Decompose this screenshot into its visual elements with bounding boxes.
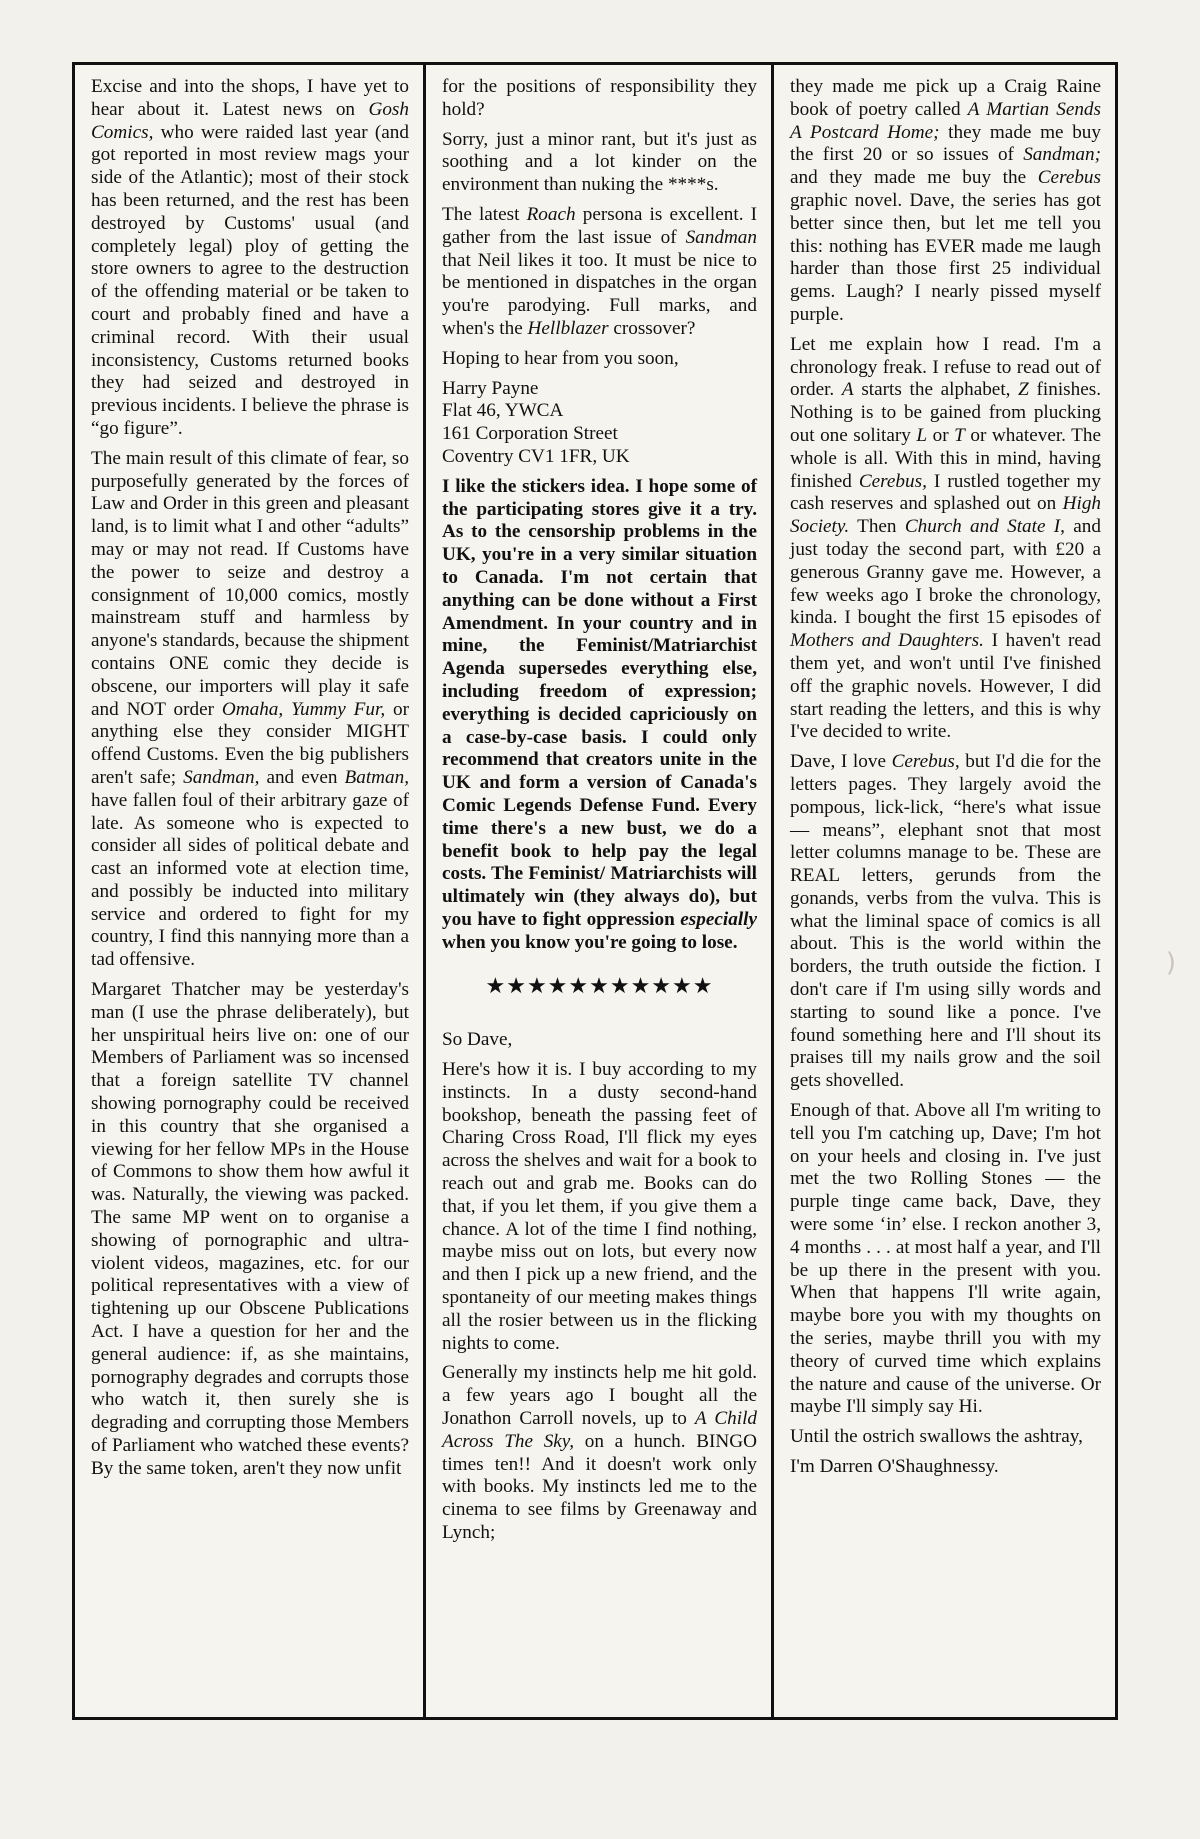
paragraph: Until the ostrich swallows the ashtray, bbox=[790, 1426, 1083, 1448]
italic-text: Cerebus, bbox=[891, 751, 960, 773]
italic-text: Sandman, bbox=[183, 766, 260, 788]
margin-mark: ) bbox=[1165, 948, 1176, 978]
column-middle bbox=[423, 65, 771, 1717]
italic-text: Roach bbox=[526, 203, 576, 225]
italic-text: Sandman bbox=[685, 226, 757, 248]
star-separator: ★★★★★★★★★★★ bbox=[485, 974, 714, 1000]
address-line: Flat 46, YWCA bbox=[442, 400, 564, 422]
paragraph: The main result of this climate of fear, so purposefully generated by the forces of Law and Order in this green and pleasant land, is to limit what I and other “adults” may or may not read. If Customs have the power to seize and destroy a consignment of 10,000 comics, mostly mainstream stuff and harmless by anyone's standards, because the shipment contains ONE comic they decide is obscene, our importers will play it safe and NOT order Omaha, Yummy Fur, or anything else they consider MIGHT offend Customs. Even the big publishers aren't safe; Sandman, and even Batman, have fallen foul of their arbitrary gaze of late. As someone who is expected to consider all sides of political debate and cast an informed vote at election time, and possibly be inducted into military service and ordered to fight for my country, I find this nannying more than a tad offensive. bbox=[91, 447, 409, 971]
letters-page-frame bbox=[72, 62, 1118, 1720]
italic-text: Cerebus, bbox=[858, 470, 927, 492]
italic-text: A Child Across The Sky, bbox=[442, 1408, 757, 1452]
paragraph: Excise and into the shops, I have yet to hear about it. Latest news on Gosh Comics, who were raided last year (and got reported in most review mags your side of the Atlantic); most of their stock has been returned, and the rest has been destroyed by Customs' usual (and completely legal) ploy of getting the store owners to agree to the destruction of the offending material or be taken to court and probably fined and have a criminal record. With their usual inconsistency, Customs returned books they had seized and destroyed in previous incidents. I believe the phrase is “go figure”. bbox=[91, 76, 409, 439]
italic-text: A Martian Sends A Postcard Home; bbox=[790, 98, 1101, 143]
paragraph: The latest Roach persona is excellent. I gather from the last issue of Sandman that Neil likes it too. It must be nice to be mentioned in dispatches in the organ you're parodying. Full marks, and when's the Hellblazer crossover? bbox=[442, 203, 757, 339]
paragraph: Dave, I love Cerebus, but I'd die for the letters pages. They largely avoid the pompous, lick-lick, “here's what issue — means”, elephant snot that most letter columns manage to be. These are REAL letters, gerunds from the gonands, verbs from the vulva. This is what the liminal space of comics is all about. This is the world within the borders, the truth outside the fiction. I don't care if I'm using silly words and starting to sound like a ponce. I've found something here and I'll shout its praises till my nails grow and the soil gets shovelled. bbox=[790, 751, 1101, 1092]
paragraph: for the positions of responsibility they hold? bbox=[442, 76, 757, 120]
paragraph: Sorry, just a minor rant, but it's just as soothing and a lot kinder on the environment than nuking the ****s. bbox=[442, 128, 757, 196]
letter-greeting: So Dave, bbox=[442, 1029, 513, 1051]
italic-text: L bbox=[916, 424, 928, 446]
italic-text: T bbox=[954, 424, 965, 446]
italic-text: Cerebus bbox=[1037, 167, 1101, 189]
paragraph: Enough of that. Above all I'm writing to tell you I'm catching up, Dave; I'm hot on your heels and closing in. I've just met the two Rolling Stones — the purple tinge came back, Dave, they were some ‘in’ else. I reckon another 3, 4 months . . . at most half a year, and I'll be up there in the present with you. When that happens I'll write again, maybe bore you with my thoughts on the series, maybe thrill you with my theory of curved time which explains the nature and cause of the universe. Or maybe I'll simply say Hi. bbox=[790, 1100, 1101, 1418]
paragraph: Here's how it is. I buy according to my instincts. In a dusty second-hand bookshop, beneath the passing feet of Charing Cross Road, I'll flick my eyes across the shelves and wait for a book to reach out and grab me. Books can do that, if you let them, if you give them a chance. A lot of the time I find nothing, maybe miss out on lots, but every now and then I pick up a new friend, and the spontaneity of our meeting makes things all the rosier between us in the flicking nights to come. bbox=[442, 1059, 757, 1354]
letter-closing: Hoping to hear from you soon, bbox=[442, 347, 679, 369]
italic-text: Sandman; bbox=[1023, 144, 1101, 166]
column-right bbox=[771, 65, 1115, 1717]
italic-text: especially bbox=[680, 908, 757, 930]
paragraph: Margaret Thatcher may be yesterday's man (I use the phrase deliberately), but her unspiritual heirs live on: one of our Members of Parliament was so incensed that a foreign satellite TV channel showing pornography could be received in this country that she organised a viewing for her fellow MPs in the House of Commons to show them how awful it was. Naturally, the viewing was packed. The same MP went on to organise a showing of pornographic and ultra-violent videos, magazines, etc. for our political representatives with a view of tightening up our Obscene Publications Act. I have a question for her and the general audience: if, as she maintains, pornography degrades and corrupts those who watch it, then surely she is degrading and corrupting those Members of Parliament who watched these events? By the same token, aren't they now unfit bbox=[91, 979, 409, 1479]
letter-address-block bbox=[442, 378, 757, 469]
editor-reply: I like the stickers idea. I hope some of the participating stores give it a try. As to the censorship problems in the UK, you're in a very similar situation to Canada. I'm not certain that anything can be done without a First Amendment. In your country and in mine, the Feminist/Matriarchist Agenda supersedes everything else, including freedom of expression; everything is decided capriciously on a case-by-case basis. I could only recommend that creators unite in the UK and form a version of Canada's Comic Legends Defense Fund. Every time there's a new bust, we do a benefit book to help pay the legal costs. The Feminist/ Matriarchists will ultimately win (they always do), but you have to fight oppression especially when you know you're going to lose. bbox=[442, 475, 757, 953]
italic-text: Omaha, Yummy Fur, bbox=[221, 698, 386, 720]
italic-text: Church and State I, bbox=[904, 516, 1065, 538]
column-left bbox=[75, 65, 423, 1717]
italic-text: Mothers and Daughters. bbox=[790, 630, 984, 652]
address-line: Coventry CV1 1FR, UK bbox=[442, 445, 630, 467]
paragraph: Generally my instincts help me hit gold. a few years ago I bought all the Jonathon Carroll novels, up to A Child Across The Sky, on a hunch. BINGO times ten!! And it doesn't work only with books. My instincts led me to the cinema to see films by Greenaway and Lynch; bbox=[442, 1362, 757, 1544]
italic-text: Gosh Comics, bbox=[91, 98, 409, 143]
address-line: 161 Corporation Street bbox=[442, 423, 618, 445]
letter-signoff: I'm Darren O'Shaughnessy. bbox=[790, 1456, 999, 1478]
paragraph: they made me pick up a Craig Raine book of poetry called A Martian Sends A Postcard Home; they made me buy the first 20 or so issues of Sandman; and they made me buy the Cerebus graphic novel. Dave, the series has got better since then, but let me tell you this: nothing has EVER made me laugh harder than those first 25 individual gems. Laugh? I nearly pissed myself purple. bbox=[790, 76, 1101, 325]
italic-text: Z bbox=[1018, 379, 1029, 401]
italic-text: A bbox=[841, 379, 854, 401]
paragraph: Let me explain how I read. I'm a chronology freak. I refuse to read out of order. A starts the alphabet, Z finishes. Nothing is to be gained from plucking out one solitary L or T or whatever. The whole is all. With this in mind, having finished Cerebus, I rustled together my cash reserves and splashed out on High Society. Then Church and State I, and just today the second part, with £20 a generous Granny gave me. However, a few weeks ago I broke the chronology, kinda. I bought the first 15 episodes of Mothers and Daughters. I haven't read them yet, and won't until I've finished off the graphic novels. However, I did start reading the letters, and this is why I've decided to write. bbox=[790, 333, 1101, 743]
letter-signature: Harry Payne bbox=[442, 377, 539, 399]
italic-text: High Society. bbox=[790, 493, 1101, 538]
italic-text: Batman, bbox=[344, 766, 409, 788]
italic-text: Hellblazer bbox=[527, 317, 609, 339]
